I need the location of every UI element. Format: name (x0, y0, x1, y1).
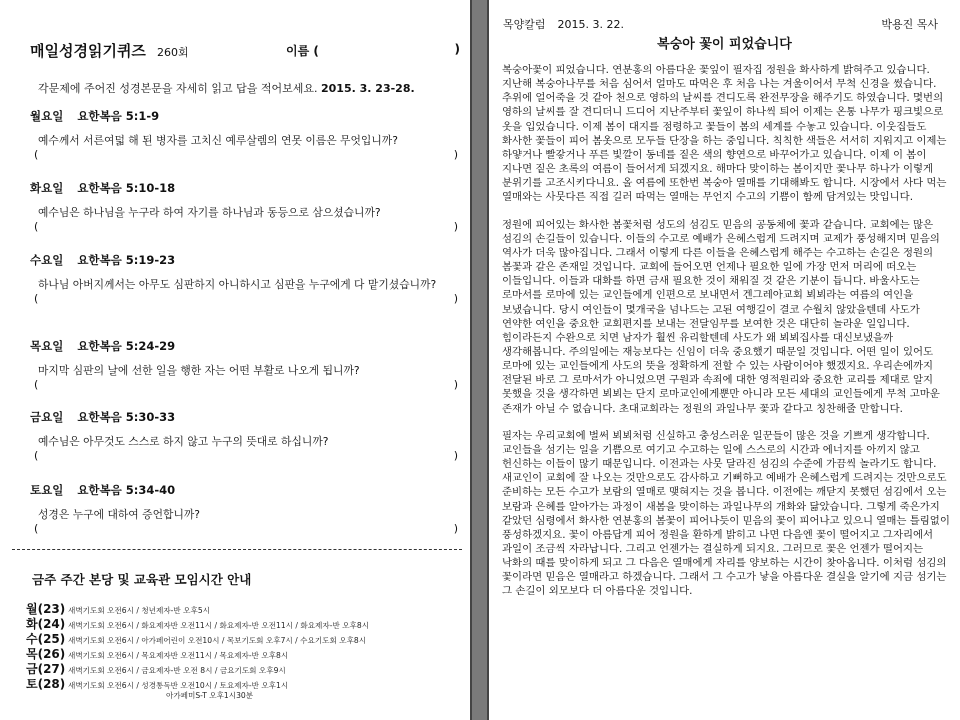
answer-blank[interactable] (34, 449, 464, 463)
answer-close: ) (453, 292, 458, 305)
answer-close: ) (453, 148, 458, 161)
schedule-item: / 화요제자반 오전11시 (134, 621, 212, 630)
scripture-ref: 요한복음 5:10-18 (77, 181, 176, 195)
answer-close: ) (453, 522, 458, 535)
schedule-item: / 목요제자-반 오후8시 (212, 651, 288, 660)
schedule-day: 목(26) (26, 647, 66, 661)
instruction (38, 80, 415, 96)
answer-blank[interactable] (34, 522, 464, 536)
schedule-item: / 아가페어린이 오전10시 (134, 636, 220, 645)
quiz-header (30, 40, 460, 62)
schedule-item: 새벽기도회 오전6시 (68, 651, 134, 660)
schedule-item: / 목보기도회 오후7시 (219, 636, 292, 645)
day-label: 금요일 (30, 410, 64, 424)
schedule-item: / 화요제자-반 오전11시 (212, 621, 293, 630)
schedule-item: / 금요기도회 오후9시 (212, 666, 285, 675)
dashed-divider (12, 549, 462, 550)
question: 예수님은 아무것도 스스로 하지 않고 누구의 뜻대로 하십니까? (38, 435, 329, 448)
schedule-item: 아가페미S-T 오후1시30분 (166, 691, 254, 700)
column-meta (503, 16, 624, 32)
answer-blank[interactable] (34, 220, 464, 234)
answer-close: ) (453, 378, 458, 391)
day-label: 월요일 (30, 109, 64, 123)
quiz-number: 260회 (157, 46, 189, 59)
schedule-item: / 수요기도회 오후8시 (293, 636, 366, 645)
question: 예수님은 하나님을 누구라 하여 자기를 하나님과 동등으로 삼으셨습니까? (38, 206, 381, 219)
name-label: 이름 ( (286, 44, 319, 58)
column-label: 목양칼럼 (503, 18, 546, 31)
schedule-item: / 목요제자반 오전11시 (134, 651, 212, 660)
schedule-item: 새벽기도회 오전6시 (68, 636, 134, 645)
schedule-item: / 성경통독반 오전10시 (134, 681, 212, 690)
schedule-row (26, 615, 466, 630)
schedule-row (26, 675, 466, 690)
schedule-row (26, 660, 466, 675)
day-block-thu (30, 338, 464, 392)
answer-open: ( (34, 378, 39, 391)
answer-close: ) (453, 220, 458, 233)
schedule-item: 새벽기도회 오전6시 (68, 681, 134, 690)
schedule-row (26, 630, 466, 645)
schedule-day: 월(23) (26, 602, 66, 616)
answer-blank[interactable] (34, 148, 464, 162)
answer-open: ( (34, 522, 39, 535)
question: 예수께서 서른여덟 해 된 병자를 고치신 예루살렘의 연못 이름은 무엇입니까? (38, 134, 398, 147)
answer-open: ( (34, 148, 39, 161)
day-block-sat (30, 482, 464, 536)
scripture-ref: 요한복음 5:30-33 (77, 410, 176, 424)
scripture-ref: 요한복음 5:1-9 (77, 109, 160, 123)
name-close: ) (454, 42, 460, 56)
instruction-text: 각문제에 주어진 성경본문을 자세히 읽고 답을 적어보세요. (38, 82, 318, 95)
column-paragraph: 필자는 우리교회에 벌써 뵈뵈처럼 신실하고 충성스러운 일꾼들이 많은 것을 기쁘게 생각합니다. 교인들을 섬기는 일을 기쁨으로 여기고 수고하는 일에 스스로의 시간과 에너지를 아끼지 않고 헌신하는 이들이 많기 때문입니다. 이전과는 사뭇 달라진 섬김의 수준에 가끔씩 놀라기도 합니다. 새교인이 교회에 잘 나오는 것만으로도 감사하고 기뻐하고 예배가 은혜스럽게 드려지는 것만으로도 준비하는 모든 수고가 보람의 열매로 맺혀지는 것을 봅니다. 이전에는 깨닫지 못했던 섬김에서 오는 보람과 은혜를 알아가는 과정이 새봄을 맞이하는 과일나무의 개화와 닮았습니다. 그렇게 죽은가지 같았던 심령에서 화사한 연분홍의 봄꽃이 피어나듯이 믿음의 꽃이 피어나고 있으니 열매는 틀림없이 풍성하겠지요. 꽃이 아름답게 피어 정원을 환하게 밝히고 나면 다음엔 꽃이 떨어지고 그자리에서 과일이 조금씩 자라납니다. 그리고 언젠가는 결실하게 되지요. 그러므로 꽃은 언젠가 떨어지는 낙화의 때를 맞이하게 되고 그 다음은 열매에게 자리를 양보하는 시간이 찾아옵니다. 이처럼 섬김의 꽃이라면 믿음은 열매라고 하겠습니다. 그래서 그 수고가 낳을 아름다운 결실을 알기에 지금 섬기는 그 손길이 외모보다 더 아름다운 것입니다. (502, 429, 950, 598)
answer-close: ) (453, 449, 458, 462)
scripture-ref: 요한복음 5:19-23 (77, 253, 176, 267)
schedule-day: 수(25) (26, 632, 66, 646)
schedule-item: / 청년제자-반 오후5시 (134, 606, 210, 615)
schedule-item: 새벽기도회 오전6시 (68, 621, 134, 630)
scripture-ref: 요한복음 5:24-29 (77, 339, 176, 353)
answer-open: ( (34, 220, 39, 233)
schedule-title: 금주 주간 본당 및 교육관 모임시간 안내 (32, 572, 252, 587)
question: 마지막 심판의 날에 선한 일을 행한 자는 어떤 부활로 나오게 됩니까? (38, 364, 360, 377)
schedule-day: 금(27) (26, 662, 66, 676)
column-page (487, 0, 960, 720)
day-block-fri (30, 409, 464, 463)
question: 하나님 아버지께서는 아무도 심판하지 아니하시고 심판을 누구에게 다 맡기셨습니까? (38, 278, 437, 291)
day-label: 목요일 (30, 339, 64, 353)
day-label: 토요일 (30, 483, 64, 497)
day-block-wed (30, 252, 464, 306)
schedule-item: / 화요제자-반 오후8시 (293, 621, 369, 630)
schedule-item: 새벽기도회 오전6시 (68, 666, 134, 675)
schedule-day: 화(24) (26, 617, 66, 631)
schedule-day: 토(28) (26, 677, 66, 691)
answer-blank[interactable] (34, 378, 464, 392)
day-label: 화요일 (30, 181, 64, 195)
schedule-row (26, 645, 466, 660)
quiz-page (0, 0, 472, 720)
scripture-ref: 요한복음 5:34-40 (77, 483, 176, 497)
column-paragraph: 복숭아꽃이 피었습니다. 연분홍의 아름다운 꽃잎이 필자집 정원을 화사하게 밝혀주고 있습니다. 지난해 복숭아나무를 처음 심어서 얼마도 따먹은 후 처음 나는 겨울이어서 무척 신경을 썼습니다. 추위에 얼어죽을 것 같아 천으로 영하의 날씨를 견디도록 완전무장을 해주기도 하였습니다. 몇번의 영하의 날씨를 잘 견디더니 드디어 지난주부터 꽃잎이 하나씩 틔어 이제는 온통 나무가 핑크빛으로 옷을 입었습니다. 이제 봄이 대지를 점령하고 꽃들이 봄의 세계를 수놓고 있습니다. 이웃집들도 화사한 꽃들이 피어 봄옷으로 모두들 단장을 하는 중입니다. 칙칙한 색들은 서서히 지워지고 이제는 하얗거나 빨갛거나 푸른 빛깔이 동네를 짙은 색의 향연으로 바꾸어가고 있습니다. 이제 이 봄이 지나면 짙은 초록의 여름이 들어서게 되겠지요. 해마다 맞이하는 봄이지만 꽃나무 하나가 이렇게 분위기를 고조시키다니요. 올 여름에 또한번 복숭아 열매를 기대해봐도 합니다. 시장에서 사다 먹는 열매와는 사뭇다른 직접 길러 따먹는 열매는 무언지 수고의 기쁨이 함께 담겨있는 맛입니다. (502, 64, 947, 204)
schedule-list (26, 600, 466, 705)
answer-open: ( (34, 449, 39, 462)
schedule-row (26, 600, 466, 615)
column-author: 박용진 목사 (881, 18, 938, 31)
schedule-item: / 토요제자-반 오후1시 (212, 681, 288, 690)
column-title: 복숭아 꽃이 피었습니다 (657, 37, 792, 52)
answer-open: ( (34, 292, 39, 305)
day-block-tue (30, 180, 464, 234)
schedule-row (26, 690, 466, 705)
question: 성경은 누구에 대하여 증언합니까? (38, 508, 201, 521)
schedule-item: 새벽기도회 오전6시 (68, 606, 134, 615)
day-label: 수요일 (30, 253, 64, 267)
date-range: 2015. 3. 23-28. (321, 82, 415, 95)
column-paragraph: 정원에 피어있는 화사한 봄꽃처럼 성도의 섬김도 믿음의 공동체에 꽃과 같습니다. 교회에는 많은 섬김의 손길들이 있습니다. 이들의 수고로 예배가 은혜스럽게 드려지며 교제가 풍성해지며 믿음의 역사가 더욱 많아집니다. 그래서 이렇게 다른 이들을 은혜스럽게 해주는 수고하는 손길은 정원의 봄꽃과 같은 존재일 것입니다. 교회에 들어오면 언제나 필요한 일에 가장 먼저 머리에 떠오는 이들입니다. 이들과 대화를 하면 금새 필요한 것이 채워질 것 같은 기분이 듭니다. 바울사도는 로마서를 로마에 있는 교인들에게 인편으로 보내면서 겐그레아교회 뵈뵈라는 여름의 여인을 보냈습니다. 당시 여인들이 몇개국을 넘나드는 고된 여행길이 결코 수월치 않았을텐데 사도가 연약한 여인을 중요한 교회편지를 보내는 전달임무를 보여한 것은 대단히 놀라운 일입니다. 힘이라든지 수완으로 치면 남자가 훨씬 유리할텐데 사도가 왜 뵈뵈집사를 대신보냈을까 생각해봅니다. 주의일에는 재능보다는 신임이 더욱 중요했기 때문일 것입니다. 어떤 일이 있어도 로마에 있는 교인들에게 사도의 뜻을 정확하게 전할 수 있는 사람이어야 했겠지요. 우리손에까지 전달된 바로 그 로마서가 아니었으면 구원과 속죄에 대한 영적원리와 중요한 교리를 제대로 알지 못했을 것을 생각하면 뵈뵈는 단지 로마교인에게뿐만 아니라 모든 세대의 교인들에게 무척 고마운 존재가 아닐 수 없습니다. 초대교회라는 정원의 과일나무 꽃과 같다고 칭찬해줄 만합니다. (502, 218, 940, 415)
answer-blank[interactable] (34, 292, 464, 306)
schedule-item: / 금요제자-반 오전 8시 (134, 666, 212, 675)
column-body (502, 63, 950, 612)
quiz-title: 매일성경읽기퀴즈 (30, 42, 146, 60)
day-block-mon (30, 108, 464, 162)
column-date: 2015. 3. 22. (557, 18, 624, 31)
